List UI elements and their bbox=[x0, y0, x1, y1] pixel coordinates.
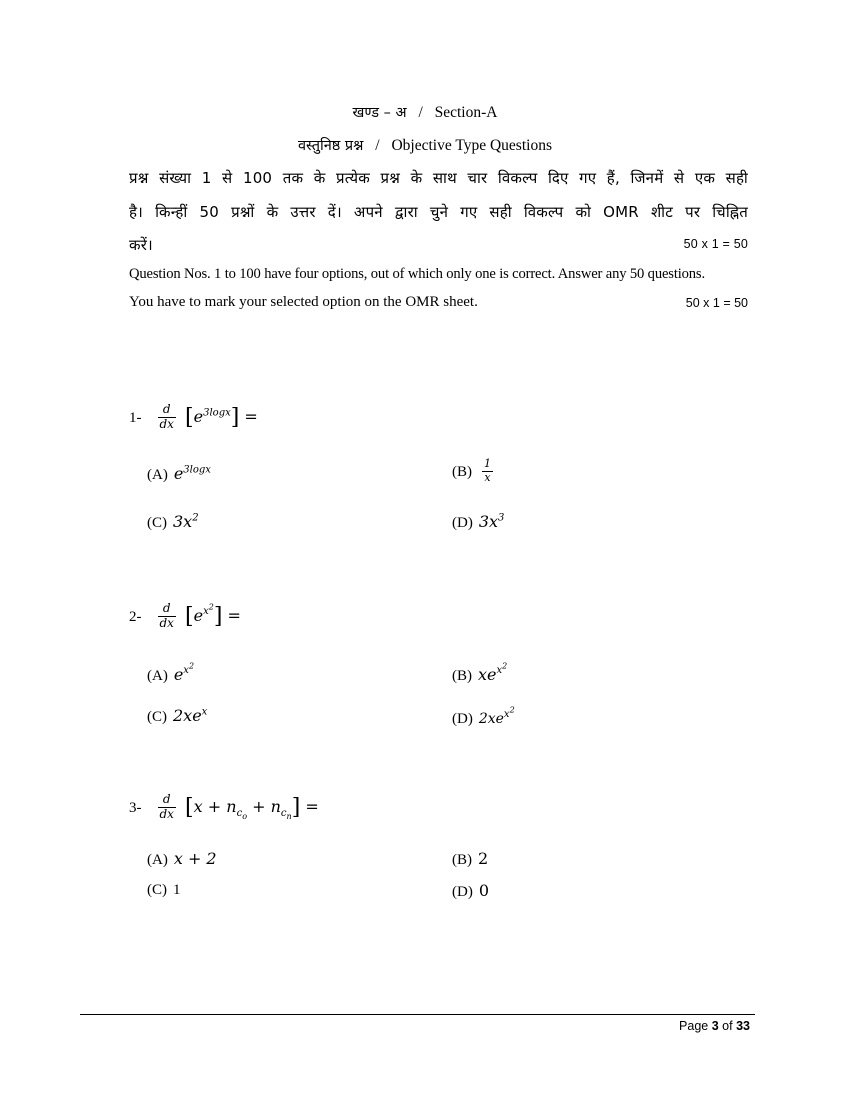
q2-option-d[interactable] bbox=[452, 706, 515, 728]
fraction-numerator: d bbox=[158, 793, 176, 808]
question-number: 1- bbox=[129, 409, 142, 426]
page-current: 3 bbox=[711, 1019, 719, 1033]
derivative-fraction bbox=[158, 403, 176, 432]
derivative-fraction bbox=[158, 602, 176, 631]
plus-sign: + bbox=[207, 796, 222, 816]
expr-exponent-power: 2 bbox=[208, 603, 214, 613]
expr-c: c bbox=[236, 807, 243, 819]
option-exponent-base: x bbox=[496, 665, 503, 677]
footer-divider bbox=[80, 1014, 755, 1015]
option-base: xe bbox=[478, 664, 497, 684]
q2-option-a[interactable] bbox=[147, 662, 194, 685]
option-label: (D) bbox=[452, 884, 473, 900]
question-number: 2- bbox=[129, 608, 142, 625]
option-label: (B) bbox=[452, 463, 472, 480]
q1-option-c[interactable] bbox=[147, 512, 199, 532]
option-label: (B) bbox=[452, 667, 472, 684]
question-expression: $\frac{d}{dx}$ $[e^{x^2}]$ = bbox=[159, 601, 241, 630]
fraction-denominator: dx bbox=[159, 806, 174, 821]
page-total: 33 bbox=[736, 1019, 750, 1033]
q3-option-b[interactable] bbox=[452, 849, 488, 869]
equals-sign: = bbox=[305, 796, 319, 816]
fraction-numerator: 1 bbox=[484, 457, 491, 470]
q3-option-c[interactable] bbox=[147, 882, 181, 899]
q1-option-b[interactable] bbox=[452, 458, 497, 484]
expr-base: e bbox=[193, 605, 204, 625]
hindi-marks: 50 x 1 = 50 bbox=[683, 237, 748, 251]
equals-sign: = bbox=[227, 605, 241, 625]
expr-n-sub: n bbox=[286, 811, 292, 821]
english-instruction-line-2 bbox=[129, 294, 748, 311]
fraction-numerator: d bbox=[158, 403, 176, 418]
q2-option-b[interactable] bbox=[452, 662, 507, 685]
option-label: (D) bbox=[452, 710, 473, 727]
english-marks: 50 x 1 = 50 bbox=[685, 296, 748, 310]
slash-separator: / bbox=[375, 137, 380, 154]
option-fraction bbox=[482, 458, 493, 484]
question-2 bbox=[129, 602, 241, 631]
option-label: (C) bbox=[147, 882, 167, 898]
option-exponent-power: 2 bbox=[509, 706, 515, 715]
q2-option-c[interactable] bbox=[147, 706, 207, 726]
option-exponent: 3logx bbox=[183, 464, 211, 476]
expr-n: n bbox=[226, 796, 237, 816]
option-value: 0 bbox=[478, 881, 490, 900]
hindi-type-label: वस्तुनिष्ठ प्रश्न bbox=[298, 138, 364, 154]
option-label: (B) bbox=[452, 852, 472, 868]
question-type-heading bbox=[0, 135, 850, 155]
section-label: Section-A bbox=[434, 104, 498, 121]
derivative-fraction bbox=[158, 793, 176, 822]
hindi-instruction-line-3 bbox=[129, 235, 748, 255]
fraction-numerator: d bbox=[158, 602, 176, 617]
q1-option-d[interactable] bbox=[452, 512, 504, 532]
q3-option-d[interactable] bbox=[452, 881, 489, 901]
question-expression: $\frac{d}{dx}$ $[e^{3logx}]$ = bbox=[159, 402, 258, 431]
option-value: 1 bbox=[173, 882, 181, 898]
q3-option-a[interactable] bbox=[147, 849, 217, 869]
option-exponent-power: 2 bbox=[502, 662, 508, 671]
hindi-instruction-line-1: प्रश्न संख्या 1 से 100 तक के प्रत्येक प्रश्न के साथ चार विकल्प दिए गए हैं, जिनमें से एक सही bbox=[129, 169, 748, 187]
fraction-denominator: dx bbox=[159, 615, 174, 630]
option-exponent-power: 2 bbox=[188, 662, 195, 671]
option-base: 2xe bbox=[173, 706, 202, 725]
equals-sign: = bbox=[244, 406, 258, 426]
option-label: (A) bbox=[147, 667, 168, 684]
hindi-instruction-line-2: है। किन्हीं 50 प्रश्नों के उत्तर दें। अपने द्वारा चुने गए सही विकल्प को OMR शीट पर चिह्नित bbox=[129, 203, 748, 221]
option-value: x + 2 bbox=[173, 849, 217, 868]
english-instruction-end: You have to mark your selected option on the OMR sheet. bbox=[129, 294, 478, 310]
option-label: (A) bbox=[147, 852, 168, 868]
option-exponent-base: x bbox=[503, 709, 510, 721]
option-exponent-base: x bbox=[183, 665, 189, 677]
expr-exponent-base: x bbox=[203, 606, 209, 618]
question-1 bbox=[129, 403, 258, 432]
option-value: 2 bbox=[478, 849, 489, 868]
plus-sign: + bbox=[252, 796, 266, 816]
option-base: e bbox=[173, 464, 184, 483]
hindi-section-label: खण्ड – अ bbox=[352, 105, 407, 121]
expr-x: x bbox=[193, 796, 203, 816]
expr-o: o bbox=[242, 811, 248, 821]
expr-n: n bbox=[270, 796, 281, 816]
option-exponent: x bbox=[201, 706, 208, 718]
expr-exponent: 3logx bbox=[203, 407, 231, 419]
section-heading bbox=[0, 102, 850, 122]
page-indicator bbox=[679, 1019, 750, 1033]
option-base: e bbox=[173, 664, 184, 684]
option-base: 3x bbox=[478, 512, 499, 531]
option-base: 3x bbox=[173, 512, 193, 531]
q1-option-a[interactable] bbox=[147, 464, 211, 484]
expr-base: e bbox=[193, 406, 204, 426]
page-word: Page bbox=[679, 1019, 709, 1033]
fraction-denominator: dx bbox=[159, 416, 174, 431]
option-label: (C) bbox=[147, 709, 167, 725]
expr-c: c bbox=[280, 807, 287, 819]
question-expression: $\frac{d}{dx}$ $[x + n_{c_o} + n_{c_n}]$ = bbox=[159, 792, 319, 821]
of-word: of bbox=[722, 1019, 733, 1033]
option-base: 2xe bbox=[478, 710, 504, 727]
question-3 bbox=[129, 793, 319, 822]
option-label: (D) bbox=[452, 515, 473, 531]
slash-separator: / bbox=[418, 104, 423, 121]
option-label: (C) bbox=[147, 515, 167, 531]
english-instruction-line-1: Question Nos. 1 to 100 have four options, out of which only one is correct. Answer any 50 questions. bbox=[129, 266, 705, 282]
option-exponent: 3 bbox=[498, 512, 505, 524]
fraction-denominator: x bbox=[484, 470, 491, 484]
question-number: 3- bbox=[129, 799, 142, 816]
option-label: (A) bbox=[147, 467, 168, 483]
option-exponent: 2 bbox=[192, 512, 199, 524]
hindi-instruction-end: करें। bbox=[129, 236, 153, 254]
type-label: Objective Type Questions bbox=[391, 137, 552, 154]
